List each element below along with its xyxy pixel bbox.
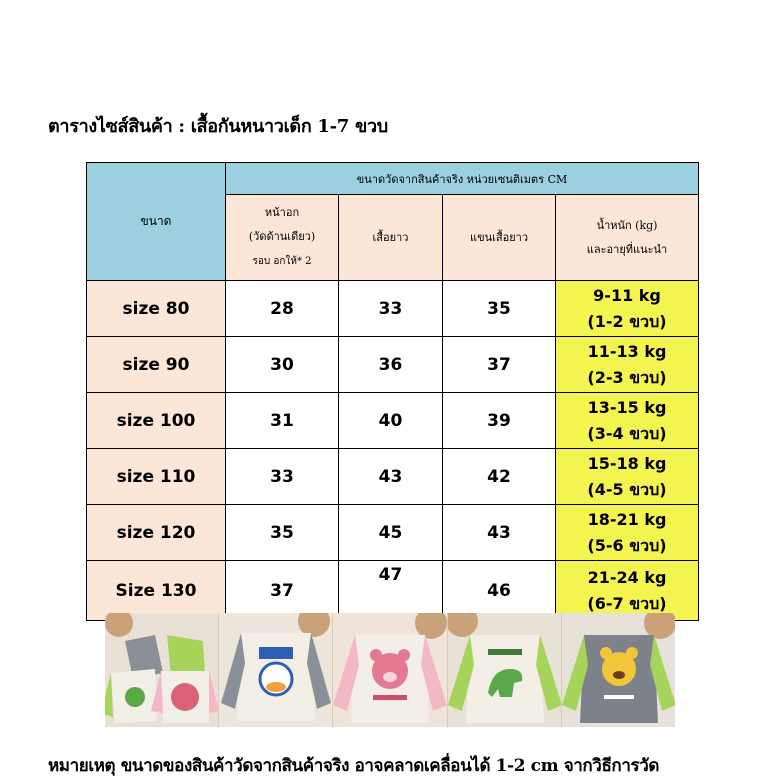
table-row — [87, 337, 699, 393]
chest-cell: 28 — [226, 281, 339, 337]
measurement-header: ขนาดวัดจากสินค้าจริง หน่วยเซนติเมตร CM — [226, 163, 699, 195]
product-photo — [219, 613, 333, 727]
length-cell: 45 — [339, 505, 443, 561]
sweater-group-image — [105, 613, 219, 727]
length-cell: 43 — [339, 449, 443, 505]
chest-cell: 31 — [226, 393, 339, 449]
age-value: (2-3 ขวบ) — [587, 367, 667, 387]
sleeve-header: แขนเสื้อยาว — [443, 195, 556, 281]
pooh-sweater-image — [562, 613, 675, 727]
product-photo — [448, 613, 562, 727]
table-row — [87, 281, 699, 337]
length-cell: 40 — [339, 393, 443, 449]
chest-header — [226, 195, 339, 281]
length-cell: 36 — [339, 337, 443, 393]
age-value: (1-2 ขวบ) — [587, 311, 667, 331]
chest-cell: 37 — [226, 561, 339, 621]
product-photo — [562, 613, 675, 727]
length-cell: 33 — [339, 281, 443, 337]
weight-cell — [556, 337, 699, 393]
length-header: เสื้อยาว — [339, 195, 443, 281]
table-row — [87, 449, 699, 505]
size-cell: size 80 — [87, 281, 226, 337]
age-value: (6-7 ขวบ) — [587, 593, 667, 613]
product-photo — [333, 613, 447, 727]
size-cell: Size 130 — [87, 561, 226, 621]
sleeve-cell: 42 — [443, 449, 556, 505]
size-cell: size 120 — [87, 505, 226, 561]
size-cell: size 100 — [87, 393, 226, 449]
dinosaur-sweater-image — [448, 613, 562, 727]
weight-cell — [556, 561, 699, 621]
table-row — [87, 561, 699, 621]
weight-value: 9-11 kg — [593, 285, 661, 305]
sleeve-cell: 35 — [443, 281, 556, 337]
size-header: ขนาด — [87, 163, 226, 281]
weight-cell — [556, 449, 699, 505]
chest-header-line2: (วัดด้านเดียว) — [248, 230, 316, 243]
size-cell: size 90 — [87, 337, 226, 393]
age-value: (5-6 ขวบ) — [587, 535, 667, 555]
chest-cell: 35 — [226, 505, 339, 561]
chest-header-line3: รอบ อกให้* 2 — [252, 256, 312, 267]
product-photo — [105, 613, 219, 727]
page-title: ตารางไซส์สินค้า : เสื้อกันหนาวเด็ก 1-7 ขวบ — [48, 116, 388, 137]
header-row-top — [87, 163, 699, 195]
table-row — [87, 505, 699, 561]
weight-value: 18-21 kg — [587, 509, 667, 529]
weight-value: 11-13 kg — [587, 341, 667, 361]
chest-cell: 33 — [226, 449, 339, 505]
age-value: (4-5 ขวบ) — [587, 479, 667, 499]
weight-header — [556, 195, 699, 281]
table-row — [87, 393, 699, 449]
chest-header-line1: หน้าอก — [264, 206, 300, 219]
sleeve-cell: 46 — [443, 561, 556, 621]
donald-sweater-image — [219, 613, 333, 727]
bear-sweater-image — [333, 613, 447, 727]
footnote: หมายเหตุ ขนาดของสินค้าวัดจากสินค้าจริง อาจคลาดเคลื่อนได้ 1-2 cm จากวิธีการวัด — [48, 756, 659, 776]
product-photo-strip — [105, 613, 675, 727]
weight-cell — [556, 281, 699, 337]
size-chart-table — [86, 162, 699, 621]
sleeve-cell: 43 — [443, 505, 556, 561]
chest-cell: 30 — [226, 337, 339, 393]
age-value: (3-4 ขวบ) — [587, 423, 667, 443]
sleeve-cell: 37 — [443, 337, 556, 393]
weight-value: 21-24 kg — [587, 567, 667, 587]
weight-header-line1: น้ำหนัก (kg) — [596, 218, 658, 232]
weight-value: 15-18 kg — [587, 453, 667, 473]
weight-value: 13-15 kg — [587, 397, 667, 417]
length-cell: 47 — [339, 561, 443, 621]
sleeve-cell: 39 — [443, 393, 556, 449]
size-cell: size 110 — [87, 449, 226, 505]
weight-cell — [556, 393, 699, 449]
weight-cell — [556, 505, 699, 561]
weight-header-line2: และอายุที่แนะนำ — [586, 242, 668, 256]
